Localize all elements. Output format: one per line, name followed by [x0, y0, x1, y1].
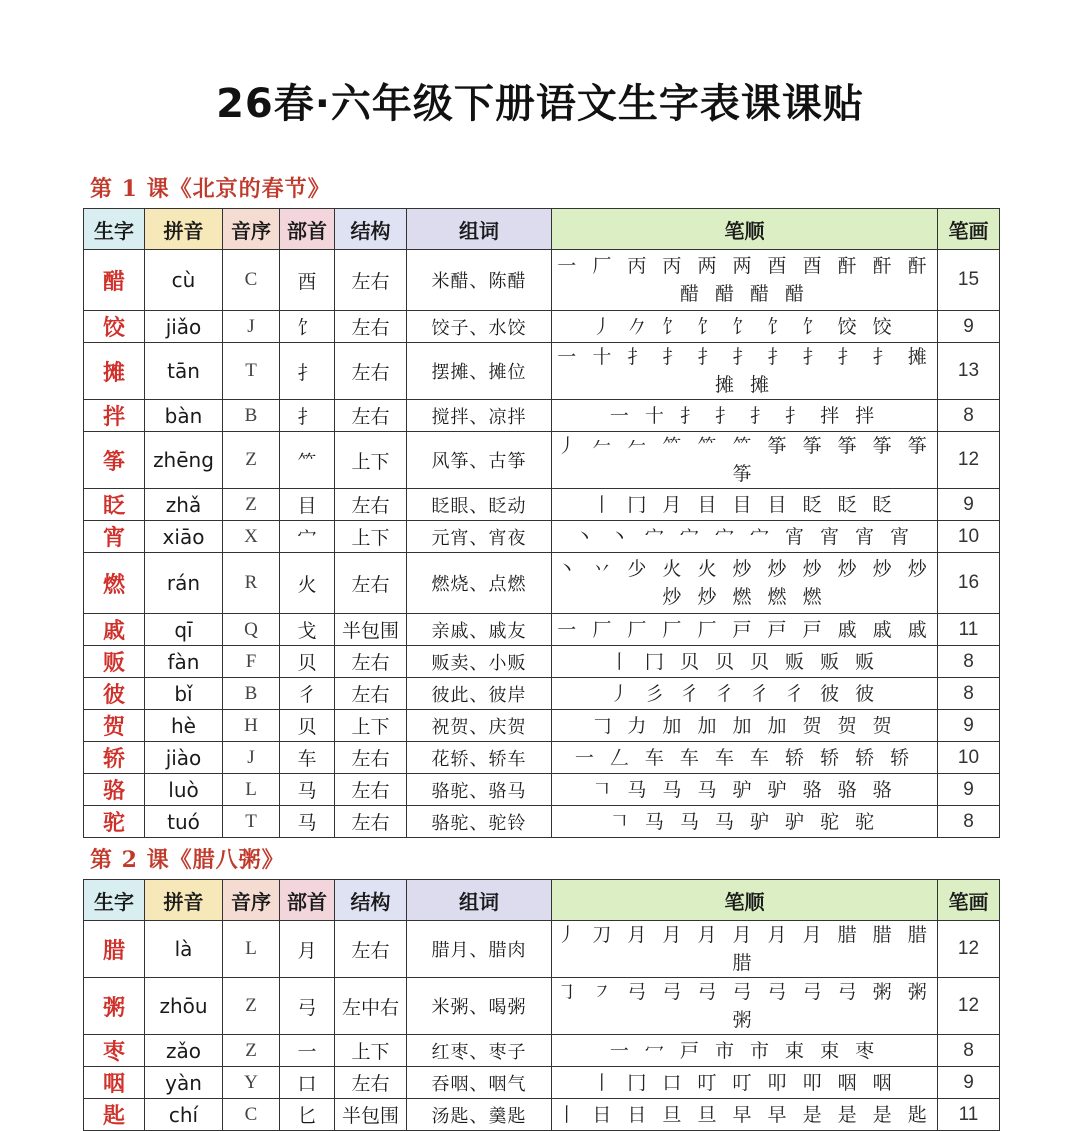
- header-bihua: 笔画: [938, 209, 1000, 250]
- cell-bihua: 9: [938, 710, 1000, 742]
- cell-bishun: 一 厂 厂 厂 厂 戸 戸 戸 戚 戚 戚: [552, 614, 938, 646]
- cell-bishun: 丶 丷 少 火 火 炒 炒 炒 炒 炒 炒 炒 炒 燃 燃 燃: [552, 553, 938, 614]
- cell-zuci: 祝贺、庆贺: [407, 710, 552, 742]
- cell-zuci: 骆驼、骆马: [407, 774, 552, 806]
- table-row: [84, 710, 1000, 742]
- header-jiegou: 结构: [335, 209, 407, 250]
- cell-bushou: ⺮: [280, 432, 335, 489]
- cell-pinyin: bǐ: [145, 678, 223, 710]
- cell-zuci: 元宵、宵夜: [407, 521, 552, 553]
- header-pinyin: 拼音: [145, 880, 223, 921]
- cell-pinyin: tān: [145, 343, 223, 400]
- table-row: [84, 343, 1000, 400]
- cell-bishun: 一 厂 丙 丙 两 两 酉 酉 酐 酐 酐 醋 醋 醋 醋: [552, 250, 938, 311]
- table-row: [84, 614, 1000, 646]
- cell-bishun: 一 十 扌 扌 扌 扌 扌 扌 扌 扌 摊 摊 摊: [552, 343, 938, 400]
- cell-yinxu: X: [223, 521, 280, 553]
- cell-yinxu: C: [223, 1099, 280, 1131]
- cell-jiegou: 左右: [335, 343, 407, 400]
- cell-bushou: 一: [280, 1035, 335, 1067]
- cell-pinyin: zǎo: [145, 1035, 223, 1067]
- table-row: [84, 250, 1000, 311]
- cell-bihua: 11: [938, 614, 1000, 646]
- cell-bishun: 一 十 扌 扌 扌 扌 拌 拌: [552, 400, 938, 432]
- cell-zuci: 米粥、喝粥: [407, 978, 552, 1035]
- cell-bishun: 一 冖 戸 市 市 束 束 枣: [552, 1035, 938, 1067]
- cell-pinyin: hè: [145, 710, 223, 742]
- cell-zuci: 米醋、陈醋: [407, 250, 552, 311]
- cell-bushou: 马: [280, 774, 335, 806]
- cell-jiegou: 左右: [335, 553, 407, 614]
- table-row: [84, 646, 1000, 678]
- cell-bihua: 15: [938, 250, 1000, 311]
- cell-bihua: 9: [938, 311, 1000, 343]
- cell-bihua: 10: [938, 521, 1000, 553]
- cell-pinyin: zhǎ: [145, 489, 223, 521]
- table-row: [84, 521, 1000, 553]
- cell-character: 拌: [84, 400, 145, 432]
- cell-character: 眨: [84, 489, 145, 521]
- cell-bishun: 𠃌 力 加 加 加 加 贺 贺 贺: [552, 710, 938, 742]
- header-zi: 生字: [84, 880, 145, 921]
- cell-yinxu: F: [223, 646, 280, 678]
- cell-character: 轿: [84, 742, 145, 774]
- character-table: [83, 208, 1000, 838]
- cell-yinxu: R: [223, 553, 280, 614]
- cell-yinxu: L: [223, 921, 280, 978]
- cell-bushou: 扌: [280, 400, 335, 432]
- cell-jiegou: 半包围: [335, 614, 407, 646]
- cell-jiegou: 左中右: [335, 978, 407, 1035]
- cell-yinxu: J: [223, 742, 280, 774]
- cell-bihua: 12: [938, 978, 1000, 1035]
- cell-yinxu: Y: [223, 1067, 280, 1099]
- cell-pinyin: luò: [145, 774, 223, 806]
- cell-pinyin: zhēng: [145, 432, 223, 489]
- cell-jiegou: 左右: [335, 774, 407, 806]
- header-yinxu: 音序: [223, 209, 280, 250]
- cell-bihua: 12: [938, 432, 1000, 489]
- cell-bushou: 马: [280, 806, 335, 838]
- header-bishun: 笔顺: [552, 209, 938, 250]
- cell-character: 粥: [84, 978, 145, 1035]
- cell-pinyin: jiǎo: [145, 311, 223, 343]
- cell-bihua: 8: [938, 646, 1000, 678]
- cell-pinyin: jiào: [145, 742, 223, 774]
- cell-pinyin: là: [145, 921, 223, 978]
- header-zuci: 组词: [407, 880, 552, 921]
- cell-bihua: 8: [938, 678, 1000, 710]
- page-title: 26春·六年级下册语文生字表课课贴: [216, 81, 864, 127]
- cell-jiegou: 左右: [335, 311, 407, 343]
- cell-pinyin: qī: [145, 614, 223, 646]
- cell-zuci: 吞咽、咽气: [407, 1067, 552, 1099]
- table-header-row: [84, 880, 1000, 921]
- cell-bushou: 饣: [280, 311, 335, 343]
- cell-bishun: 丨 冂 月 目 目 目 眨 眨 眨: [552, 489, 938, 521]
- cell-jiegou: 上下: [335, 710, 407, 742]
- cell-character: 戚: [84, 614, 145, 646]
- cell-yinxu: L: [223, 774, 280, 806]
- table-row: [84, 553, 1000, 614]
- cell-bishun: 丿 𠂊 饣 饣 饣 饣 饣 饺 饺: [552, 311, 938, 343]
- cell-bushou: 宀: [280, 521, 335, 553]
- cell-bishun: 丨 冂 贝 贝 贝 贩 贩 贩: [552, 646, 938, 678]
- cell-bihua: 8: [938, 400, 1000, 432]
- cell-yinxu: J: [223, 311, 280, 343]
- cell-bishun: 𠃍 马 马 马 驴 驴 驼 驼: [552, 806, 938, 838]
- cell-zuci: 红枣、枣子: [407, 1035, 552, 1067]
- header-bihua: 笔画: [938, 880, 1000, 921]
- cell-bishun: 丿 彡 彳 彳 彳 彳 彼 彼: [552, 678, 938, 710]
- cell-bushou: 目: [280, 489, 335, 521]
- table-row: [84, 806, 1000, 838]
- character-table: [83, 879, 1000, 1131]
- cell-pinyin: chí: [145, 1099, 223, 1131]
- cell-yinxu: T: [223, 806, 280, 838]
- cell-character: 骆: [84, 774, 145, 806]
- cell-bushou: 月: [280, 921, 335, 978]
- cell-zuci: 燃烧、点燃: [407, 553, 552, 614]
- cell-character: 咽: [84, 1067, 145, 1099]
- cell-zuci: 摆摊、摊位: [407, 343, 552, 400]
- cell-jiegou: 左右: [335, 1067, 407, 1099]
- cell-bushou: 匕: [280, 1099, 335, 1131]
- cell-character: 匙: [84, 1099, 145, 1131]
- cell-yinxu: C: [223, 250, 280, 311]
- cell-jiegou: 左右: [335, 742, 407, 774]
- cell-pinyin: xiāo: [145, 521, 223, 553]
- cell-character: 醋: [84, 250, 145, 311]
- cell-jiegou: 左右: [335, 250, 407, 311]
- cell-jiegou: 左右: [335, 806, 407, 838]
- cell-yinxu: B: [223, 678, 280, 710]
- table-row: [84, 1035, 1000, 1067]
- cell-character: 枣: [84, 1035, 145, 1067]
- cell-bihua: 8: [938, 806, 1000, 838]
- cell-bishun: 丿 𠂉 𠂉 ⺮ ⺮ ⺮ 筝 筝 筝 筝 筝 筝: [552, 432, 938, 489]
- cell-zuci: 汤匙、羹匙: [407, 1099, 552, 1131]
- cell-zuci: 风筝、古筝: [407, 432, 552, 489]
- table-row: [84, 978, 1000, 1035]
- lesson-title: 第 2 课《腊八粥》: [90, 847, 285, 873]
- cell-zuci: 眨眼、眨动: [407, 489, 552, 521]
- cell-bushou: 口: [280, 1067, 335, 1099]
- header-yinxu: 音序: [223, 880, 280, 921]
- cell-bushou: 弓: [280, 978, 335, 1035]
- cell-yinxu: Z: [223, 432, 280, 489]
- cell-character: 筝: [84, 432, 145, 489]
- cell-pinyin: zhōu: [145, 978, 223, 1035]
- cell-bishun: 𠃍 马 马 马 驴 驴 骆 骆 骆: [552, 774, 938, 806]
- cell-bihua: 9: [938, 1067, 1000, 1099]
- header-bushou: 部首: [280, 880, 335, 921]
- table-row: [84, 489, 1000, 521]
- cell-yinxu: Z: [223, 1035, 280, 1067]
- cell-bihua: 12: [938, 921, 1000, 978]
- cell-jiegou: 上下: [335, 432, 407, 489]
- cell-bihua: 8: [938, 1035, 1000, 1067]
- cell-character: 摊: [84, 343, 145, 400]
- cell-yinxu: T: [223, 343, 280, 400]
- cell-character: 彼: [84, 678, 145, 710]
- cell-character: 腊: [84, 921, 145, 978]
- cell-yinxu: B: [223, 400, 280, 432]
- cell-yinxu: Q: [223, 614, 280, 646]
- table-row: [84, 1099, 1000, 1131]
- cell-character: 饺: [84, 311, 145, 343]
- table-row: [84, 678, 1000, 710]
- cell-bushou: 戈: [280, 614, 335, 646]
- header-jiegou: 结构: [335, 880, 407, 921]
- cell-pinyin: bàn: [145, 400, 223, 432]
- cell-bushou: 火: [280, 553, 335, 614]
- cell-bushou: 彳: [280, 678, 335, 710]
- cell-character: 贺: [84, 710, 145, 742]
- cell-jiegou: 上下: [335, 521, 407, 553]
- cell-bishun: 丶 丶 宀 宀 宀 宀 宵 宵 宵 宵: [552, 521, 938, 553]
- header-zi: 生字: [84, 209, 145, 250]
- cell-bishun: 丨 冂 口 叮 叮 叩 叩 咽 咽: [552, 1067, 938, 1099]
- cell-character: 燃: [84, 553, 145, 614]
- cell-bihua: 9: [938, 774, 1000, 806]
- cell-character: 贩: [84, 646, 145, 678]
- lesson-title: 第 1 课《北京的春节》: [90, 176, 331, 202]
- cell-character: 宵: [84, 521, 145, 553]
- cell-bihua: 13: [938, 343, 1000, 400]
- cell-bushou: 贝: [280, 646, 335, 678]
- cell-zuci: 饺子、水饺: [407, 311, 552, 343]
- cell-jiegou: 上下: [335, 1035, 407, 1067]
- cell-zuci: 腊月、腊肉: [407, 921, 552, 978]
- header-zuci: 组词: [407, 209, 552, 250]
- cell-bishun: ㇆ ㇇ 弓 弓 弓 弓 弓 弓 弓 粥 粥 粥: [552, 978, 938, 1035]
- cell-bushou: 扌: [280, 343, 335, 400]
- cell-bishun: 丿 刀 月 月 月 月 月 月 腊 腊 腊 腊: [552, 921, 938, 978]
- cell-bushou: 酉: [280, 250, 335, 311]
- header-bishun: 笔顺: [552, 880, 938, 921]
- cell-zuci: 彼此、彼岸: [407, 678, 552, 710]
- cell-bishun: 一 𠃋 车 车 车 车 轿 轿 轿 轿: [552, 742, 938, 774]
- table-body: [84, 250, 1000, 838]
- cell-pinyin: rán: [145, 553, 223, 614]
- cell-zuci: 骆驼、驼铃: [407, 806, 552, 838]
- cell-bishun: 丨 日 日 旦 旦 早 早 是 是 是 匙: [552, 1099, 938, 1131]
- cell-yinxu: Z: [223, 489, 280, 521]
- table-row: [84, 400, 1000, 432]
- cell-bihua: 16: [938, 553, 1000, 614]
- cell-zuci: 花轿、轿车: [407, 742, 552, 774]
- cell-jiegou: 半包围: [335, 1099, 407, 1131]
- cell-yinxu: H: [223, 710, 280, 742]
- cell-zuci: 搅拌、凉拌: [407, 400, 552, 432]
- cell-bushou: 贝: [280, 710, 335, 742]
- cell-jiegou: 左右: [335, 646, 407, 678]
- cell-bihua: 9: [938, 489, 1000, 521]
- table-row: [84, 742, 1000, 774]
- header-bushou: 部首: [280, 209, 335, 250]
- cell-bushou: 车: [280, 742, 335, 774]
- table-row: [84, 774, 1000, 806]
- cell-yinxu: Z: [223, 978, 280, 1035]
- cell-pinyin: tuó: [145, 806, 223, 838]
- cell-jiegou: 左右: [335, 489, 407, 521]
- header-pinyin: 拼音: [145, 209, 223, 250]
- cell-jiegou: 左右: [335, 921, 407, 978]
- table-row: [84, 1067, 1000, 1099]
- table-body: [84, 921, 1000, 1131]
- cell-bihua: 11: [938, 1099, 1000, 1131]
- table-row: [84, 921, 1000, 978]
- cell-character: 驼: [84, 806, 145, 838]
- cell-jiegou: 左右: [335, 400, 407, 432]
- table-row: [84, 432, 1000, 489]
- cell-pinyin: fàn: [145, 646, 223, 678]
- cell-pinyin: cù: [145, 250, 223, 311]
- table-header-row: [84, 209, 1000, 250]
- cell-bihua: 10: [938, 742, 1000, 774]
- cell-zuci: 贩卖、小贩: [407, 646, 552, 678]
- cell-pinyin: yàn: [145, 1067, 223, 1099]
- cell-zuci: 亲戚、戚友: [407, 614, 552, 646]
- table-row: [84, 311, 1000, 343]
- cell-jiegou: 左右: [335, 678, 407, 710]
